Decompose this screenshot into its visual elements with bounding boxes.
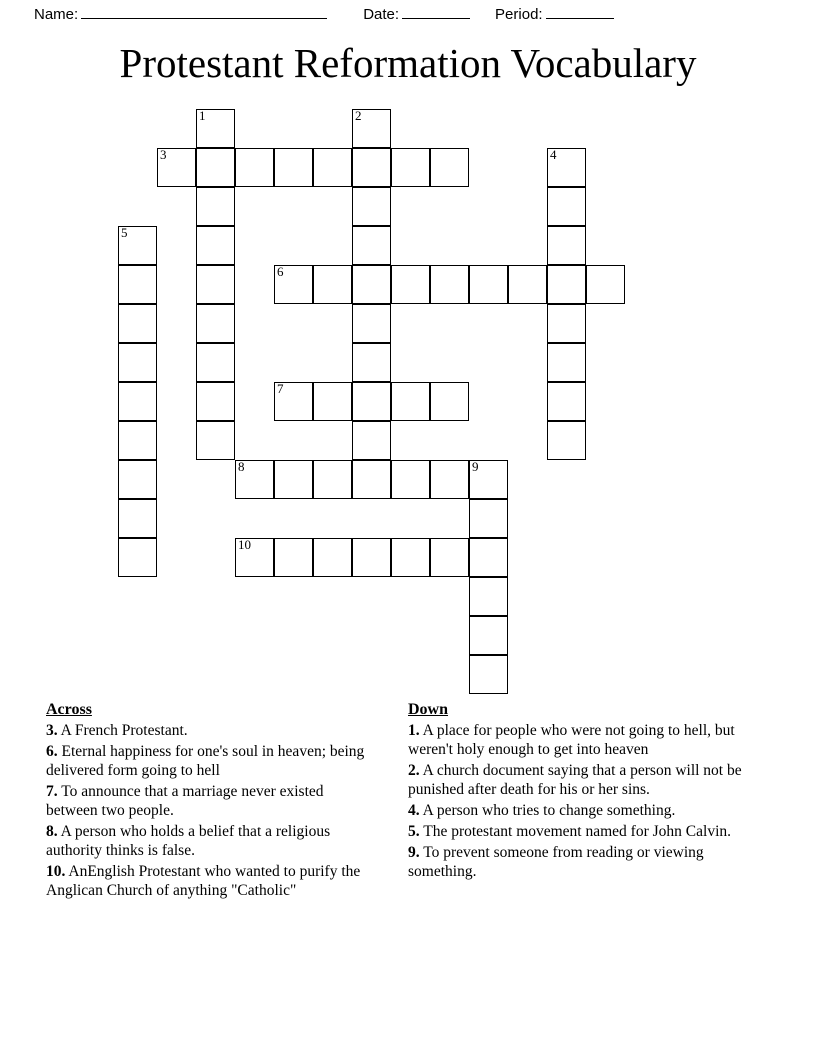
clue-text: AnEnglish Protestant who wanted to purify the Anglican Church of anything "Catholic" bbox=[46, 863, 361, 899]
grid-cell[interactable] bbox=[352, 460, 391, 499]
clue-text: Eternal happiness for one's soul in heaven; being delivered form going to hell bbox=[46, 743, 365, 779]
across-clue-8 bbox=[46, 822, 376, 860]
grid-cell[interactable] bbox=[313, 382, 352, 421]
clue-text: A French Protestant. bbox=[57, 722, 188, 739]
grid-cell[interactable] bbox=[196, 304, 235, 343]
name-label: Name: bbox=[34, 6, 79, 23]
grid-cell[interactable] bbox=[313, 265, 352, 304]
grid-cell[interactable] bbox=[547, 187, 586, 226]
grid-cell[interactable] bbox=[547, 265, 586, 304]
grid-cell[interactable] bbox=[118, 538, 157, 577]
clue-text: A person who holds a belief that a religious authority thinks is false. bbox=[46, 823, 331, 859]
grid-cell[interactable] bbox=[235, 148, 274, 187]
grid-cell[interactable] bbox=[313, 538, 352, 577]
cell-number-3: 3 bbox=[160, 147, 167, 162]
grid-cell[interactable] bbox=[391, 148, 430, 187]
cell-number-2: 2 bbox=[355, 108, 362, 123]
grid-cell[interactable] bbox=[352, 187, 391, 226]
cell-number-1: 1 bbox=[199, 108, 206, 123]
across-clue-list bbox=[46, 721, 376, 900]
clue-text: To prevent someone from reading or viewing something. bbox=[408, 844, 704, 880]
grid-cell[interactable] bbox=[196, 265, 235, 304]
grid-cell[interactable] bbox=[469, 616, 508, 655]
grid-cell[interactable] bbox=[352, 382, 391, 421]
grid-cell-numbered-9[interactable] bbox=[469, 460, 508, 499]
grid-cell[interactable] bbox=[118, 343, 157, 382]
grid-cell[interactable] bbox=[352, 343, 391, 382]
clue-number: 6. bbox=[46, 743, 58, 760]
clue-number: 5. bbox=[408, 823, 420, 840]
grid-cell[interactable] bbox=[430, 148, 469, 187]
grid-cell[interactable] bbox=[352, 265, 391, 304]
cell-number-9: 9 bbox=[472, 459, 479, 474]
grid-cell[interactable] bbox=[274, 538, 313, 577]
grid-cell[interactable] bbox=[352, 421, 391, 460]
grid-cell[interactable] bbox=[430, 382, 469, 421]
cell-number-7: 7 bbox=[277, 381, 284, 396]
clue-number: 4. bbox=[408, 802, 420, 819]
period-label: Period: bbox=[495, 6, 543, 23]
down-clue-1 bbox=[408, 721, 763, 759]
grid-cell[interactable] bbox=[196, 187, 235, 226]
across-clue-3 bbox=[46, 721, 376, 740]
grid-cell[interactable] bbox=[430, 460, 469, 499]
down-clue-2 bbox=[408, 761, 763, 799]
grid-cell-numbered-3[interactable] bbox=[157, 148, 196, 187]
clue-text: A church document saying that a person will not be punished after death for his or her sins. bbox=[408, 762, 742, 798]
grid-cell[interactable] bbox=[196, 148, 235, 187]
across-clue-6 bbox=[46, 742, 376, 780]
cell-number-4: 4 bbox=[550, 147, 557, 162]
grid-cell-numbered-8[interactable] bbox=[235, 460, 274, 499]
clue-text: To announce that a marriage never existed between two people. bbox=[46, 783, 324, 819]
grid-cell[interactable] bbox=[196, 343, 235, 382]
grid-cell[interactable] bbox=[352, 538, 391, 577]
date-label: Date: bbox=[363, 6, 400, 23]
grid-cell[interactable] bbox=[469, 577, 508, 616]
clue-number: 8. bbox=[46, 823, 58, 840]
clue-text: A place for people who were not going to hell, but weren't holy enough to get into heaven bbox=[408, 722, 735, 758]
page-title: Protestant Reformation Vocabulary bbox=[119, 40, 697, 86]
grid-cell[interactable] bbox=[586, 265, 625, 304]
down-clue-9 bbox=[408, 843, 763, 881]
across-clue-7 bbox=[46, 782, 376, 820]
cell-number-6: 6 bbox=[277, 264, 284, 279]
grid-cell[interactable] bbox=[196, 421, 235, 460]
clue-number: 9. bbox=[408, 844, 420, 861]
grid-cell[interactable] bbox=[352, 226, 391, 265]
grid-cell[interactable] bbox=[118, 499, 157, 538]
grid-cell[interactable] bbox=[469, 499, 508, 538]
down-heading: Down bbox=[408, 701, 449, 718]
down-clue-5 bbox=[408, 822, 763, 841]
cell-number-10: 10 bbox=[238, 537, 251, 552]
clue-text: The protestant movement named for John Calvin. bbox=[419, 823, 731, 840]
grid-cell[interactable] bbox=[352, 304, 391, 343]
grid-cell[interactable] bbox=[352, 148, 391, 187]
grid-cell-numbered-6[interactable] bbox=[274, 265, 313, 304]
across-clues-section bbox=[46, 700, 376, 902]
across-heading: Across bbox=[46, 701, 92, 718]
grid-cell[interactable] bbox=[547, 304, 586, 343]
across-clue-10 bbox=[46, 862, 376, 900]
down-clue-4 bbox=[408, 801, 763, 820]
grid-cell[interactable] bbox=[196, 382, 235, 421]
grid-cell[interactable] bbox=[391, 382, 430, 421]
cell-number-8: 8 bbox=[238, 459, 245, 474]
clue-text: A person who tries to change something. bbox=[419, 802, 676, 819]
clue-number: 2. bbox=[408, 762, 420, 779]
grid-cell[interactable] bbox=[391, 265, 430, 304]
grid-cell-numbered-1[interactable] bbox=[196, 109, 235, 148]
grid-cell[interactable] bbox=[469, 265, 508, 304]
grid-cell[interactable] bbox=[469, 538, 508, 577]
grid-cell[interactable] bbox=[118, 382, 157, 421]
clue-number: 3. bbox=[46, 722, 58, 739]
grid-cell-numbered-2[interactable] bbox=[352, 109, 391, 148]
grid-cell[interactable] bbox=[547, 226, 586, 265]
grid-cell[interactable] bbox=[274, 148, 313, 187]
grid-cell-numbered-5[interactable] bbox=[118, 226, 157, 265]
grid-cell[interactable] bbox=[118, 460, 157, 499]
grid-cell[interactable] bbox=[430, 538, 469, 577]
grid-cell[interactable] bbox=[274, 460, 313, 499]
clue-number: 7. bbox=[46, 783, 58, 800]
clue-number: 10. bbox=[46, 863, 66, 880]
grid-cell-numbered-7[interactable] bbox=[274, 382, 313, 421]
cell-number-5: 5 bbox=[121, 225, 128, 240]
grid-cell[interactable] bbox=[547, 343, 586, 382]
grid-cell-numbered-4[interactable] bbox=[547, 148, 586, 187]
grid-cell[interactable] bbox=[118, 265, 157, 304]
grid-cell[interactable] bbox=[118, 421, 157, 460]
grid-cell[interactable] bbox=[508, 265, 547, 304]
grid-cell[interactable] bbox=[196, 226, 235, 265]
grid-cell[interactable] bbox=[313, 148, 352, 187]
down-clues-section bbox=[408, 700, 763, 883]
grid-cell[interactable] bbox=[391, 460, 430, 499]
grid-cell[interactable] bbox=[118, 304, 157, 343]
grid-cell[interactable] bbox=[313, 460, 352, 499]
down-clue-list bbox=[408, 721, 763, 881]
grid-cell[interactable] bbox=[391, 538, 430, 577]
grid-cell-numbered-10[interactable] bbox=[235, 538, 274, 577]
grid-cell[interactable] bbox=[547, 421, 586, 460]
grid-cell[interactable] bbox=[547, 382, 586, 421]
clue-number: 1. bbox=[408, 722, 420, 739]
grid-cell[interactable] bbox=[430, 265, 469, 304]
grid-cell[interactable] bbox=[469, 655, 508, 694]
